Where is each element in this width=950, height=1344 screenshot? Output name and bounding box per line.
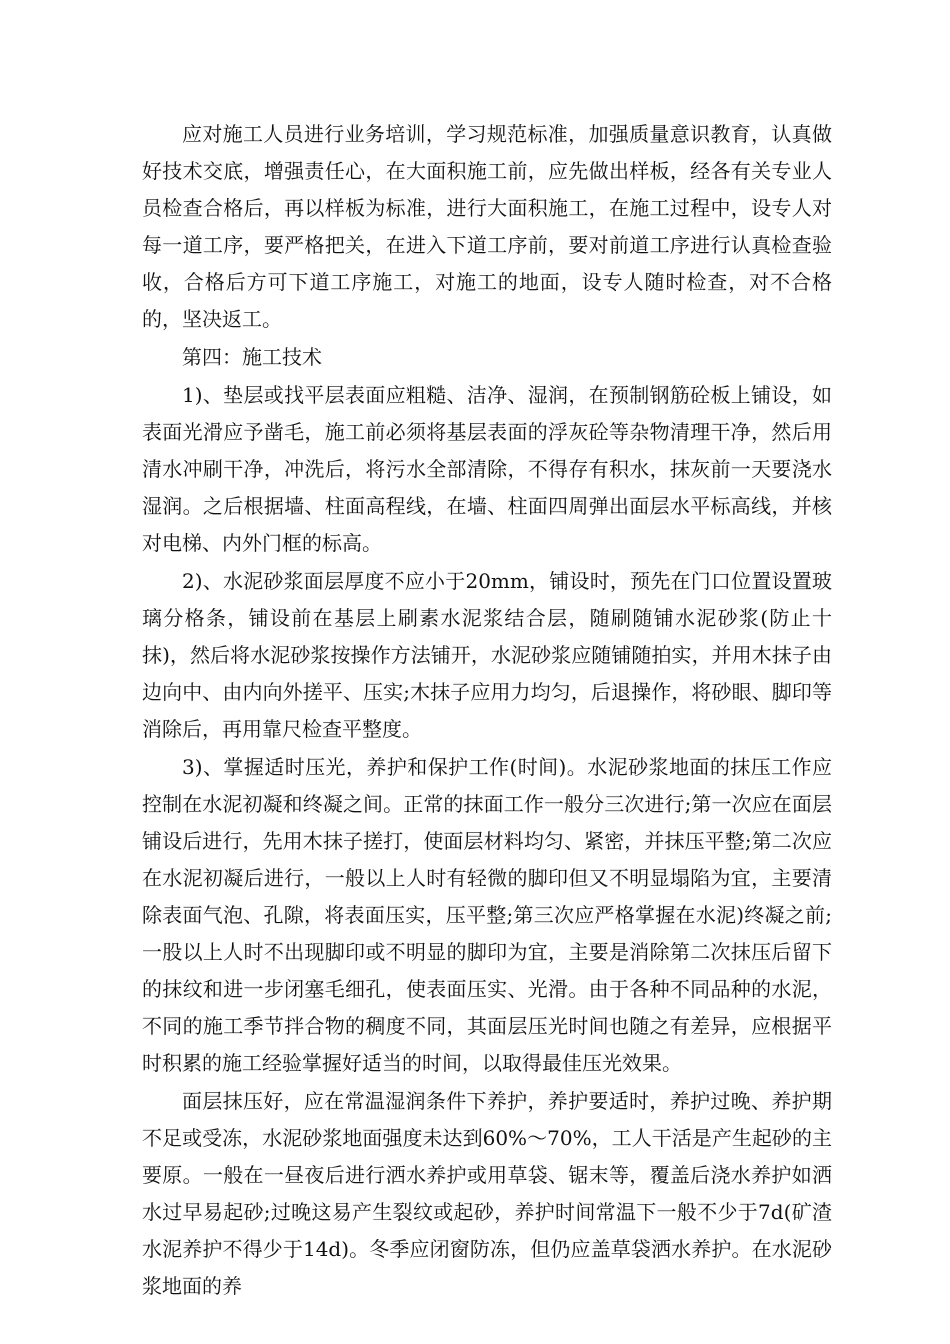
document-body [142,116,832,1306]
paragraph-step-1: 1)、垫层或找平层表面应粗糙、洁净、湿润，在预制钢筋砼板上铺设，如表面光滑应予凿毛，施工前必须将基层表面的浮灰砼等杂物清理干净，然后用清水冲刷干净，冲洗后，将污水全部清除，不得存有积水，抹灰前一天要浇水湿润。之后根据墙、柱面高程线，在墙、柱面四周弹出面层水平标高线，并核对电梯、内外门框的标高。 [142,383,832,555]
section-heading-construction-technique: 第四：施工技术 [182,345,322,369]
paragraph-curing: 面层抹压好，应在常温湿润条件下养护，养护要适时，养护过晚、养护期不足或受冻，水泥砂浆地面强度未达到60%～70%，工人干活是产生起砂的主要原。一般在一昼夜后进行洒水养护或用草袋、锯末等，覆盖后浇水养护如洒水过早易起砂;过晚这易产生裂纹或起砂，养护时间常温下一般不少于7d(矿渣水泥养护不得少于14d)。冬季应闭窗防冻，但仍应盖草袋洒水养护。在水泥砂浆地面的养 [142,1089,832,1298]
paragraph-training: 应对施工人员进行业务培训，学习规范标准，加强质量意识教育，认真做好技术交底，增强责任心，在大面积施工前，应先做出样板，经各有关专业人员检查合格后，再以样板为标准，进行大面积施工，在施工过程中，设专人对每一道工序，要严格把关，在进入下道工序前，要对前道工序进行认真检查验收，合格后方可下道工序施工，对施工的地面，设专人随时检查，对不合格的，坚决返工。 [142,122,832,331]
paragraph-step-3: 3)、掌握适时压光，养护和保护工作(时间)。水泥砂浆地面的抹压工作应控制在水泥初凝和终凝之间。正常的抹面工作一般分三次进行;第一次应在面层铺设后进行，先用木抹子搓打，使面层材料均匀、紧密，并抹压平整;第二次应在水泥初凝后进行，一般以上人时有轻微的脚印但又不明显塌陷为宜，主要清除表面气泡、孔隙，将表面压实，压平整;第三次应严格掌握在水泥)终凝之前;一股以上人时不出现脚印或不明显的脚印为宜，主要是消除第二次抹压后留下的抹纹和进一步闭塞毛细孔，使表面压实、光滑。由于各种不同品种的水泥，不同的施工季节拌合物的稠度不同，其面层压光时间也随之有差异，应根据平时积累的施工经验掌握好适当的时间，以取得最佳压光效果。 [142,755,832,1075]
paragraph-step-2: 2)、水泥砂浆面层厚度不应小于20mm，铺设时，预先在门口位置设置玻璃分格条，铺设前在基层上刷素水泥浆结合层，随刷随铺水泥砂浆(防止十抹)，然后将水泥砂浆按操作方法铺开，水泥砂浆应随铺随拍实，并用木抹子由边向中、由内向外搓平、压实;木抹子应用力均匀，后退操作，将砂眼、脚印等消除后，再用靠尺检查平整度。 [142,569,832,741]
